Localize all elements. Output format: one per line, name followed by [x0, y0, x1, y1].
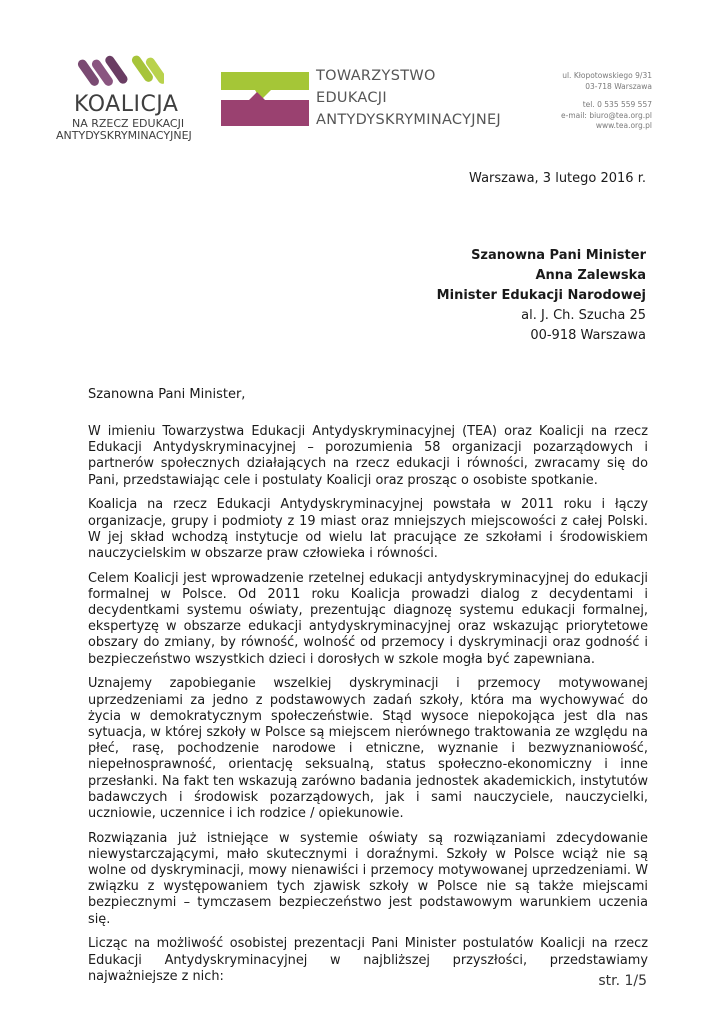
tea-name-line-3: ANTYDYSKRYMINACYJNEJ	[316, 112, 502, 128]
recipient-street: al. J. Ch. Szucha 25	[521, 308, 646, 323]
tea-name-line-2: EDUKACJI	[316, 90, 387, 106]
paragraph: Rozwiązania już istniejące w systemie oświaty są rozwiązaniami zdecydowanie niewystarczającymi, mało skutecznymi i doraźnymi. Szkoły w Polsce wciąż nie są wolne od dyskryminacji, mowy nienawiści i przemocy motywowanej uprzedzeniami. W związku z występowaniem tych zjawisk szkoły w Polsce nie są także miejscami bezpiecznymi – tymczasem bezpieczeństwo jest podstawowym warunkiem uczenia się.	[88, 830, 648, 927]
address-email: e-mail: biuro@tea.org.pl	[561, 110, 652, 120]
koalicja-logo	[54, 52, 204, 92]
tea-name-line-1: TOWARZYSTWO	[316, 68, 436, 84]
recipient-position: Minister Edukacji Narodowej	[436, 288, 646, 303]
letter-body	[88, 424, 648, 994]
recipient-city: 00-918 Warszawa	[530, 328, 646, 343]
paragraph: Uznajemy zapobieganie wszelkiej dyskryminacji i przemocy motywowanej uprzedzeniami za jedno z podstawowych zadań szkoły, która ma wychowywać do życia w demokratycznym społeczeństwie. Stąd wysoce niepokojąca jest dla nas sytuacja, w której szkoły w Polsce są miejscem nierównego traktowania ze względu na płeć, rasę, pochodzenie narodowe i etniczne, wyznanie i bezwyznaniowość, niepełnosprawność, orientację seksualną, status społeczno-ekonomiczny i inne przesłanki. Na fakt ten wskazują zarówno badania jednostek akademickich, instytutów badawczych i środowisk pozarządowych, jak i sami nauczyciele, nauczycielki, uczniowie, uczennice i ich rodzice / opiekunowie.	[88, 676, 648, 821]
paragraph: Koalicja na rzecz Edukacji Antydyskryminacyjnej powstała w 2011 roku i łączy organizacje, grupy i podmioty z 19 miast oraz mniejszych miejscowości z całej Polski. W jej skład wchodzą instytucje od wielu lat pracujące ze szkołami i środowiskiem nauczycielskim w obszarze praw człowieka i równości.	[88, 497, 648, 561]
letter-date: Warszawa, 3 lutego 2016 r.	[469, 171, 646, 186]
tea-logo	[221, 70, 311, 130]
tea-logo-mark-icon	[221, 70, 311, 126]
address-www: www.tea.org.pl	[595, 121, 652, 130]
sender-address	[561, 71, 652, 132]
koalicja-subtitle-2: ANTYDYSKRYMINACYJNEJ	[56, 129, 192, 142]
paragraph: W imieniu Towarzystwa Edukacji Antydyskryminacyjnej (TEA) oraz Koalicji na rzecz Edukacji Antydyskryminacyjnej – porozumienia 58 organizacji pozarządowych i partnerów społecznych działających na rzecz edukacji i równości, zwracamy się do Pani, przedstawiając cele i postulaty Koalicji oraz prosząc o osobiste spotkanie.	[88, 424, 648, 488]
koalicja-name: KOALICJA	[74, 92, 179, 117]
salutation: Szanowna Pani Minister,	[88, 387, 246, 402]
recipient-name: Anna Zalewska	[535, 268, 646, 283]
address-street: ul. Kłopotowskiego 9/31	[562, 71, 652, 80]
address-tel: tel. 0 535 559 557	[582, 100, 652, 109]
koalicja-subtitle-1: NA RZECZ EDUKACJI	[72, 117, 185, 130]
paragraph: Celem Koalicji jest wprowadzenie rzetelnej edukacji antydyskryminacyjnej do edukacji formalnej w Polsce. Od 2011 roku Koalicja prowadzi dialog z decydentami i decydentkami systemu oświaty, prezentując diagnozę systemu edukacji formalnej, ekspertyzę w obszarze edukacji antydyskryminacyjnej oraz wskazując priorytetowe obszary do zmiany, by równość, wolność od przemocy i dyskryminacji oraz godność i bezpieczeństwo wszystkich dzieci i dorosłych w szkole mogła być zapewniana.	[88, 570, 648, 667]
page-number: str. 1/5	[598, 973, 647, 989]
koalicja-logo-mark-icon	[54, 52, 164, 92]
recipient-block	[437, 246, 646, 346]
paragraph: Licząc na możliwość osobistej prezentacji Pani Minister postulatów Koalicji na rzecz Edukacji Antydyskryminacyjnej w najbliższej przyszłości, przedstawiamy najważniejsze z nich:	[88, 936, 648, 984]
address-city: 03-718 Warszawa	[585, 81, 652, 91]
recipient-title: Szanowna Pani Minister	[471, 248, 646, 263]
